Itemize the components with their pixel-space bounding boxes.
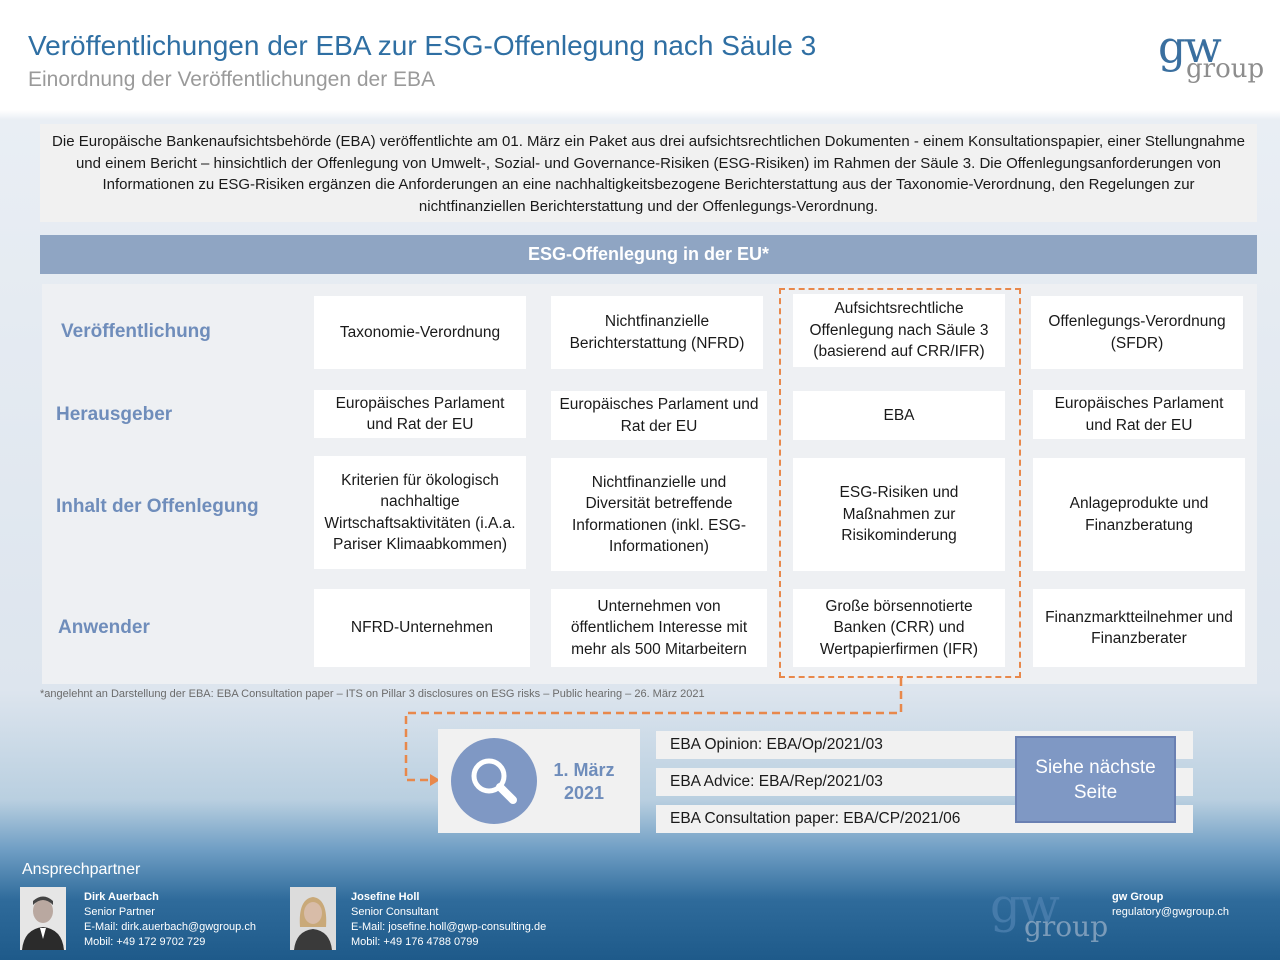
company-name: gw Group: [1112, 891, 1164, 903]
cell-publisher-sfdr: Europäisches Parlament und Rat der EU: [1033, 390, 1245, 439]
page-subtitle: Einordnung der Veröffentlichungen der EBA: [28, 68, 436, 91]
contact-name: Josefine Holl: [351, 891, 420, 903]
cell-users-taxonomy: NFRD-Unternehmen: [314, 589, 530, 667]
row-label-users: Anwender: [58, 617, 150, 638]
cell-publication-nfrd: Nichtfinanzielle Berichterstattung (NFRD): [551, 296, 763, 369]
contacts-heading: Ansprechpartner: [22, 861, 141, 878]
avatar: [290, 887, 336, 950]
intro-text: Die Europäische Bankenaufsichtsbehörde (EBA) veröffentlichte am 01. März ein Paket aus drei aufsichtsrechtlichen Dokumenten - einem Konsultationspapier, einer Stellungnahme und einem Bericht – hinsichtlich der Offenlegung von Umwelt-, Sozial- und Governance-Risiken (ESG-Risiken) im Rahmen der Säule 3. Die Offenlegungsanforderungen von Informationen zu ESG-Risiken ergänzen die Anforderungen an eine nachhaltigkeitsbezogene Berichterstattung aus der Taxonomie-Verordnung, den Regelungen zur nichtfinanziellen Berichterstattung und der Offenlegungs-Verordnung.: [40, 124, 1257, 222]
publication-item: EBA Advice: EBA/Rep/2021/03: [656, 768, 1193, 796]
gw-group-logo: [1158, 22, 1265, 86]
contact-phone: Mobil: +49 172 9702 729: [84, 936, 206, 948]
date-box: [438, 729, 640, 833]
avatar: [20, 887, 66, 950]
contact-role: Senior Partner: [84, 906, 155, 918]
publication-item: EBA Opinion: EBA/Op/2021/03: [656, 731, 1193, 759]
publication-date-year: 2021: [563, 783, 605, 803]
cell-publication-sfdr: Offenlegungs-Verordnung (SFDR): [1031, 296, 1243, 369]
logo-gw-text: gw: [990, 878, 1058, 934]
cell-users-pillar3: Große börsennotierte Banken (CRR) und Wertpapierfirmen (IFR): [793, 589, 1005, 667]
contact-role: Senior Consultant: [351, 906, 439, 918]
cell-publication-pillar3: Aufsichtsrechtliche Offenlegung nach Säule 3 (basierend auf CRR/IFR): [793, 294, 1005, 367]
cell-content-pillar3: ESG-Risiken und Maßnahmen zur Risikominderung: [793, 458, 1005, 571]
logo-gw-text: gw: [1158, 22, 1220, 73]
section-band-title: ESG-Offenlegung in der EU*: [40, 235, 1257, 274]
next-page-button[interactable]: Siehe nächste Seite: [1015, 736, 1176, 823]
gw-group-logo-footer: [990, 880, 1110, 950]
cell-publisher-pillar3: EBA: [793, 391, 1005, 440]
row-label-publisher: Herausgeber: [56, 404, 173, 425]
contact-card: [84, 890, 256, 950]
contact-email[interactable]: E-Mail: dirk.auerbach@gwgroup.ch: [84, 921, 256, 933]
cell-users-nfrd: Unternehmen von öffentlichem Interesse mit mehr als 500 Mitarbeitern: [551, 589, 767, 667]
pillar3-highlight-frame: [779, 288, 1021, 678]
page-title: Veröffentlichungen der EBA zur ESG-Offenlegung nach Säule 3: [28, 30, 817, 61]
footnote: *angelehnt an Darstellung der EBA: EBA Consultation paper – ITS on Pillar 3 disclosures on ESG risks – Public hearing – 26. März 2021: [40, 688, 705, 700]
publication-item: EBA Consultation paper: EBA/CP/2021/06: [656, 805, 1193, 833]
company-info: [1112, 890, 1229, 920]
contact-email[interactable]: E-Mail: josefine.holl@gwp-consulting.de: [351, 921, 547, 933]
cell-publisher-taxonomy: Europäisches Parlament und Rat der EU: [314, 390, 526, 438]
logo-group-text: group: [1186, 54, 1265, 84]
company-email[interactable]: regulatory@gwgroup.ch: [1112, 906, 1229, 918]
publication-date-day: 1. März: [553, 760, 615, 780]
search-icon: [451, 738, 537, 824]
cell-content-sfdr: Anlageprodukte und Finanzberatung: [1033, 458, 1245, 571]
row-label-publication: Veröffentlichung: [61, 321, 211, 342]
cell-users-sfdr: Finanzmarktteilnehmer und Finanzberater: [1033, 589, 1245, 667]
contact-name: Dirk Auerbach: [84, 891, 159, 903]
contact-card: [351, 890, 546, 950]
cell-publisher-nfrd: Europäisches Parlament und Rat der EU: [551, 391, 767, 440]
row-label-content: Inhalt der Offenlegung: [56, 496, 259, 517]
logo-group-text: group: [1024, 910, 1109, 943]
publication-date: [542, 759, 626, 805]
cell-publication-taxonomy: Taxonomie-Verordnung: [314, 296, 526, 369]
cell-content-taxonomy: Kriterien für ökologisch nachhaltige Wirtschaftsaktivitäten (i.A.a. Pariser Klimaabkommen): [314, 456, 526, 569]
cell-content-nfrd: Nichtfinanzielle und Diversität betreffende Informationen (inkl. ESG-Informationen): [551, 458, 767, 571]
contact-phone: Mobil: +49 176 4788 0799: [351, 936, 479, 948]
